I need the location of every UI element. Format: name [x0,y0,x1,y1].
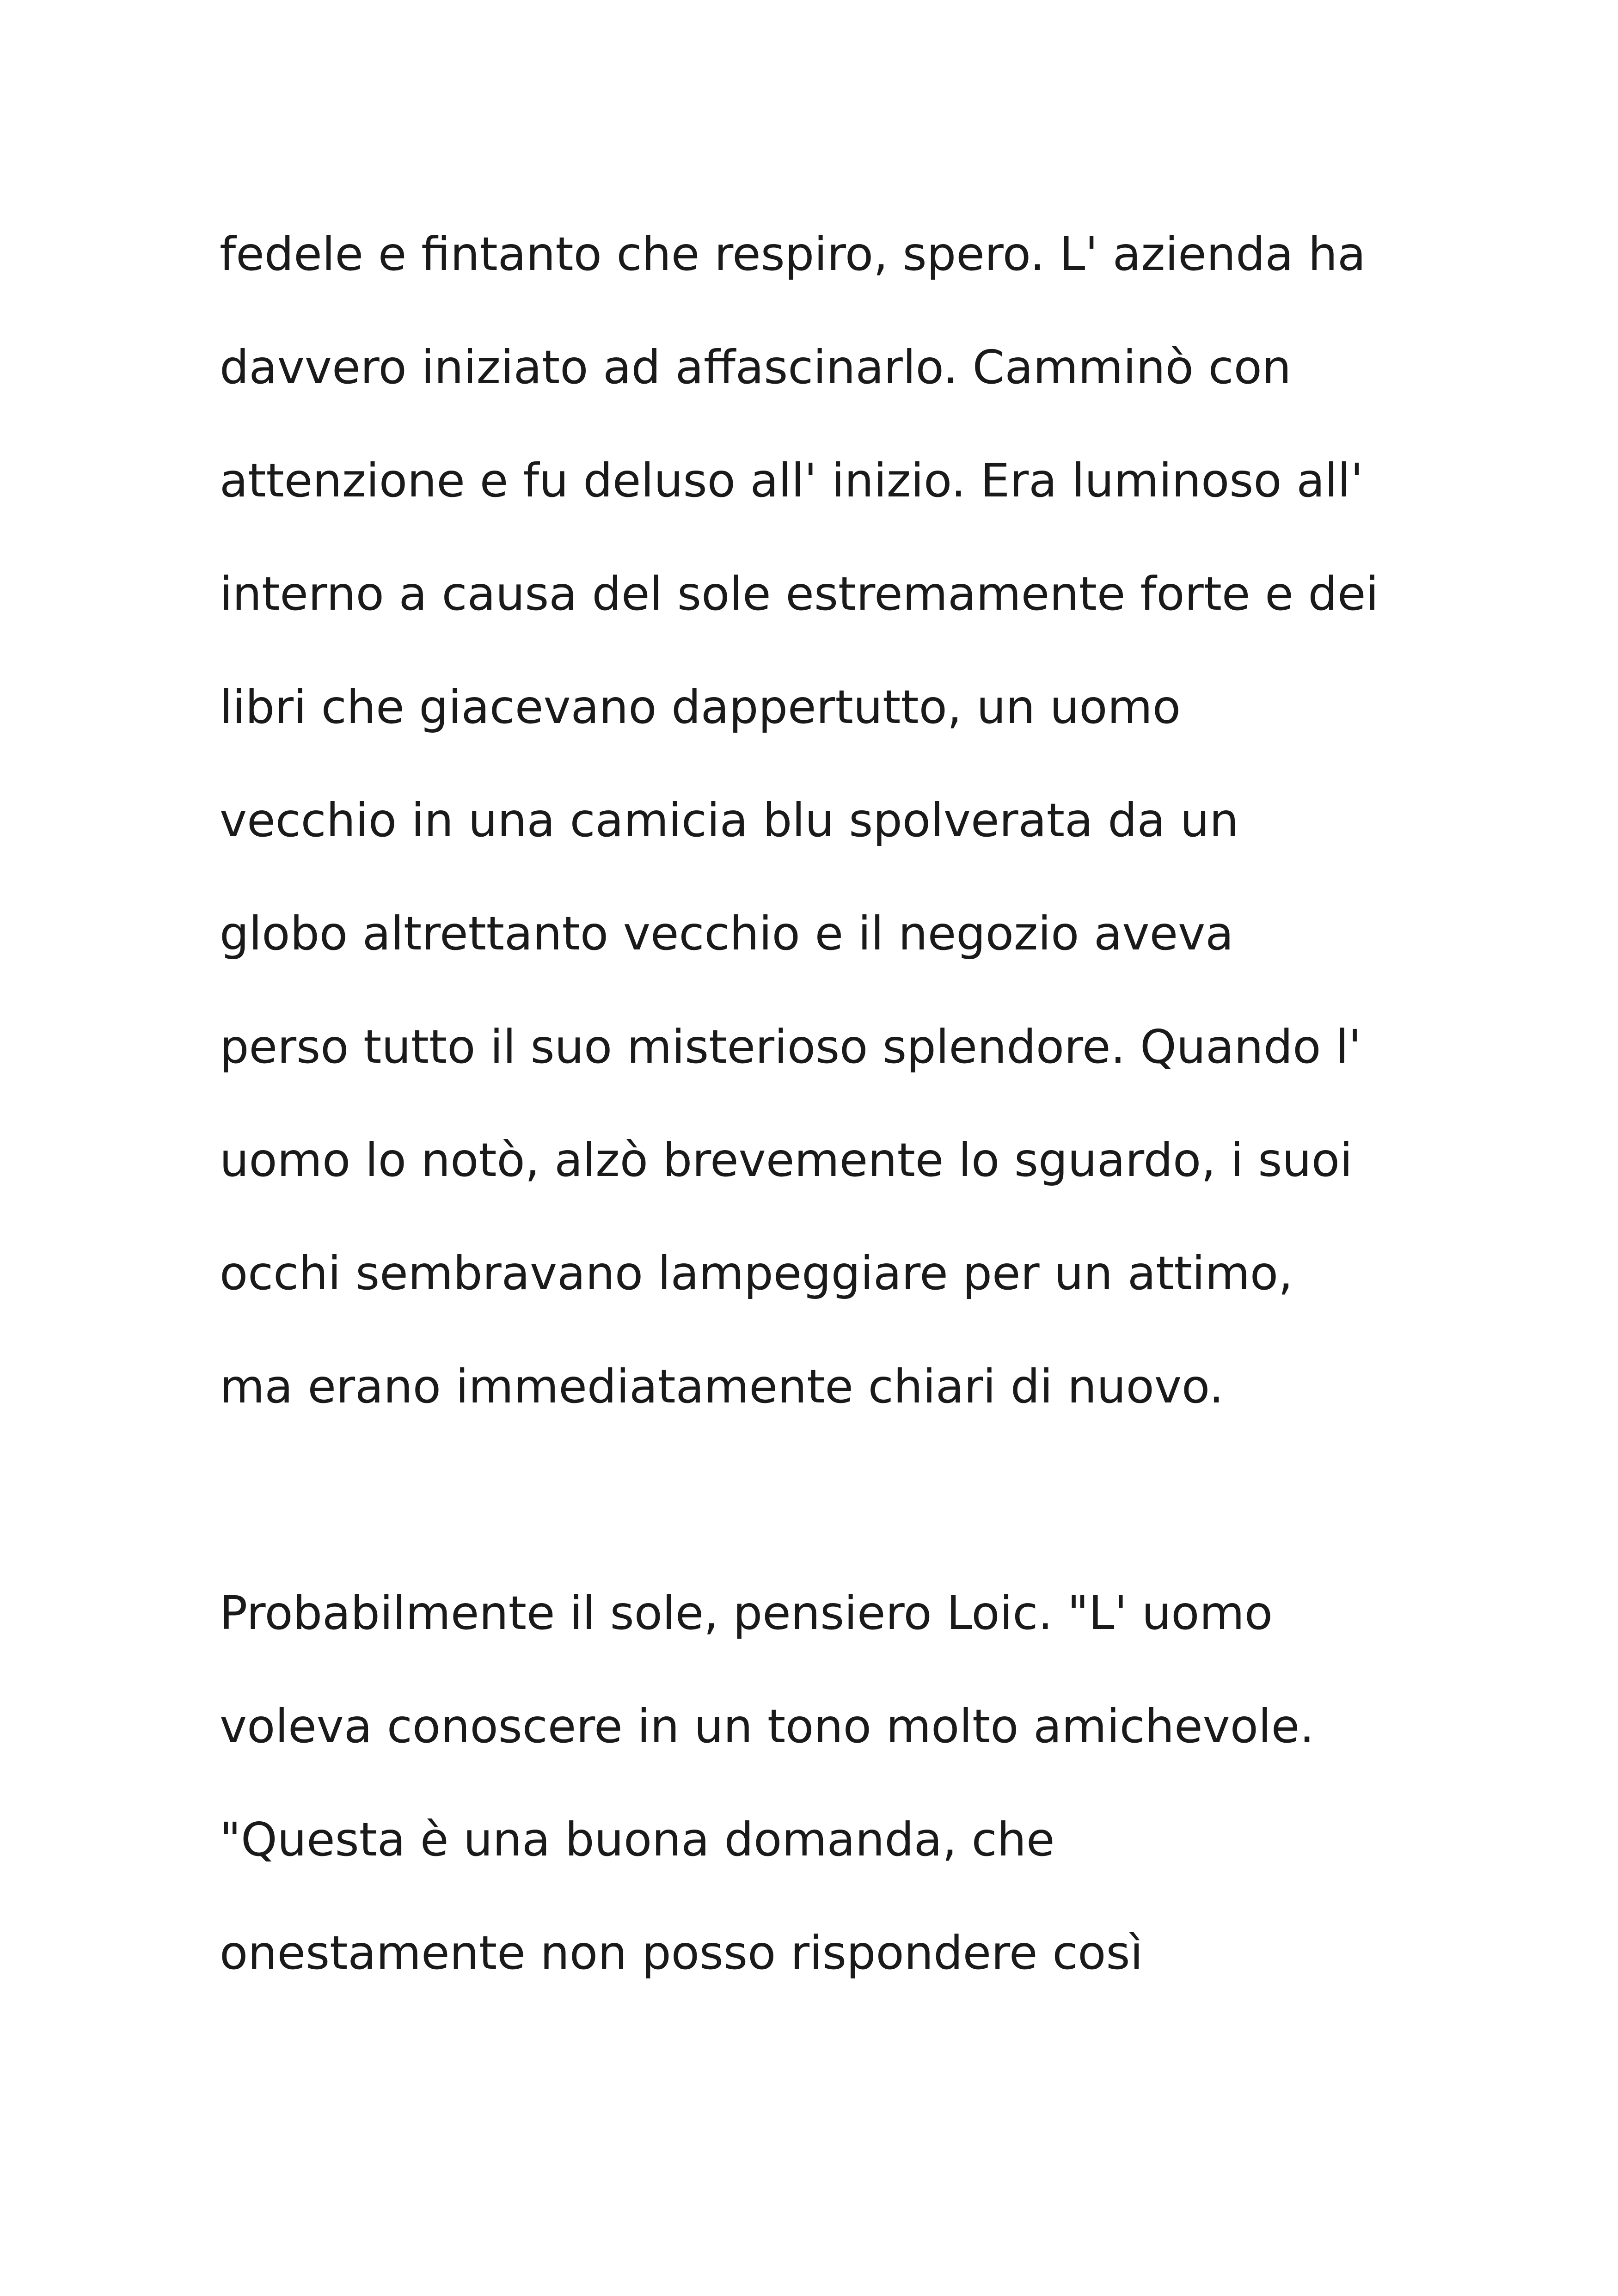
text-line: interno a causa del sole estremamente forte e dei [220,567,1379,621]
text-line: perso tutto il suo misterioso splendore. Quando l' [220,1020,1361,1074]
text-line: Probabilmente il sole, pensiero Loic. "L' uomo [220,1586,1273,1640]
text-line: davvero iniziato ad affascinarlo. Camminò con [220,340,1292,394]
text-line: fedele e fintanto che respiro, spero. L' azienda ha [220,227,1366,281]
text-line: uomo lo notò, alzò brevemente lo sguardo, i suoi [220,1133,1353,1187]
text-line: ma erano immediatamente chiari di nuovo. [220,1359,1224,1414]
text-line: vecchio in una camicia blu spolverata da un [220,793,1239,847]
text-line: globo altrettanto vecchio e il negozio aveva [220,906,1234,961]
text-line: attenzione e fu deluso all' inizio. Era luminoso all' [220,453,1363,508]
text-line: onestamente non posso rispondere così [220,1926,1143,1980]
text-line: libri che giacevano dappertutto, un uomo [220,680,1181,734]
text-line: "Questa è una buona domanda, che [220,1812,1055,1867]
text-line: voleva conoscere in un tono molto amichevole. [220,1699,1315,1753]
text-line: occhi sembravano lampeggiare per un attimo, [220,1246,1293,1300]
